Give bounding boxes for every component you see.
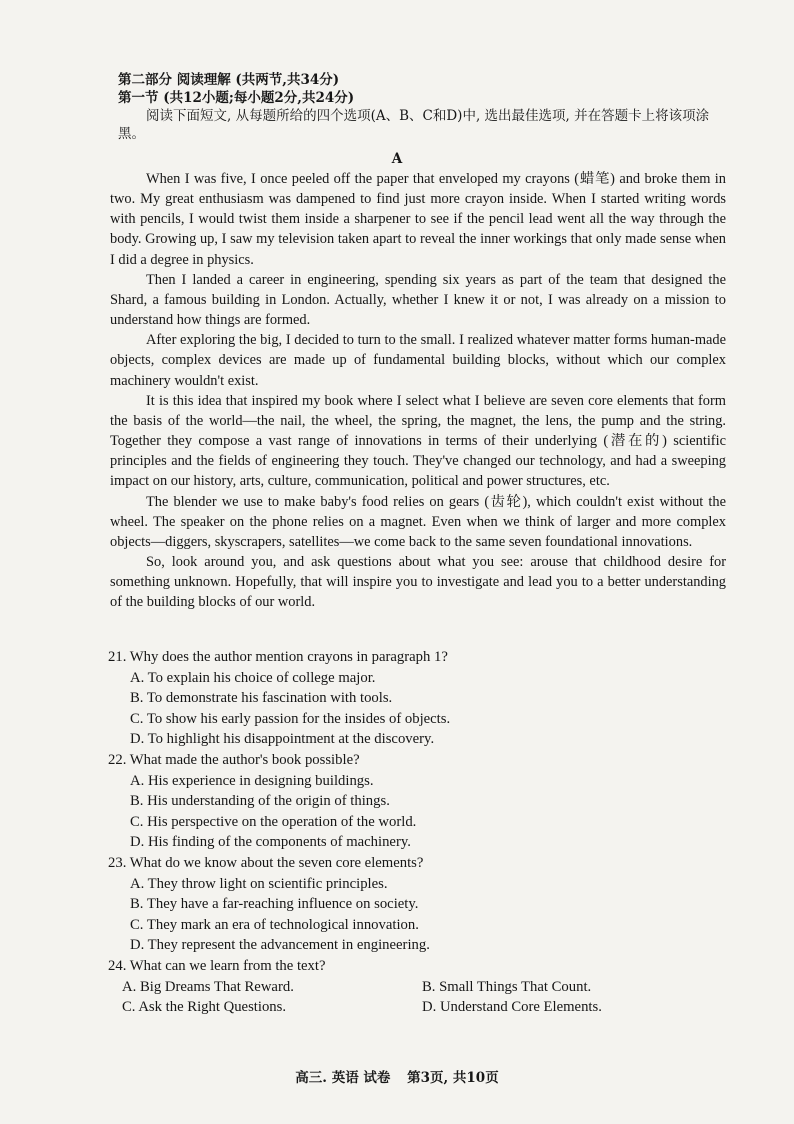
part-title: 第二部分 阅读理解 (共两节,共34分) bbox=[118, 72, 340, 88]
option-row bbox=[122, 997, 728, 1018]
page-footer bbox=[0, 1066, 794, 1086]
option-c: C. To show his early passion for the insides of objects. bbox=[130, 710, 451, 727]
question-list bbox=[108, 647, 728, 1018]
question-stem: 22. What made the author's book possible? bbox=[108, 751, 360, 768]
option-a: A. They throw light on scientific principles. bbox=[130, 875, 388, 892]
question-stem: 21. Why does the author mention crayons in paragraph 1? bbox=[108, 649, 448, 665]
question-24 bbox=[108, 956, 728, 1018]
option-row bbox=[122, 977, 728, 998]
option-c: C. Ask the Right Questions. bbox=[122, 999, 287, 1016]
option-c: C. They mark an era of technological innovation. bbox=[130, 916, 419, 933]
option-d: D. To highlight his disappointment at the discovery. bbox=[130, 731, 435, 748]
paragraph: When I was five, I once peeled off the paper that enveloped my crayons (蜡笔) and broke them in two. My great enthusiasm was dampened to find just more crayon inside. When I started writing words with pencils, I would twist them inside a sharpener to see if the pencil lead went all the way through the body. Growing up, I saw my television taken apart to reveal the inner workings that only made sense when I did a degree in physics. bbox=[110, 171, 726, 268]
paragraph: So, look around you, and ask questions about what you see: arouse that childhood desire for something unknown. Hopefully, that will inspire you to investigate and lead you to a better understanding of the building blocks of our world. bbox=[110, 553, 726, 611]
question-22 bbox=[108, 750, 728, 853]
option-a: A. His experience in designing buildings. bbox=[130, 772, 374, 789]
instruction-text: 阅读下面短文, 从每题所给的四个选项(A、B、C和D)中, 选出最佳选项, 并在答题卡上将该项涂黑。 bbox=[118, 108, 710, 142]
exam-name: 高三. 英语 试卷 bbox=[295, 1070, 391, 1086]
paragraph: The blender we use to make baby's food relies on gears (齿轮), which couldn't exist without the wheel. The speaker on the phone relies on a magnet. Even when we think of larger and more complex objects—diggers, skyscrapers, satellites—we come back to the same seven foundational innovations. bbox=[110, 493, 726, 550]
option-b: B. His understanding of the origin of things. bbox=[130, 793, 390, 810]
question-stem: 24. What can we learn from the text? bbox=[108, 957, 326, 974]
option-b: B. They have a far-reaching influence on society. bbox=[130, 896, 419, 913]
reading-passage bbox=[110, 169, 726, 612]
section-title: 第一节 (共12小题;每小题2分,共24分) bbox=[118, 90, 355, 106]
option-d: D. They represent the advancement in engineering. bbox=[130, 937, 430, 954]
option-a: A. Big Dreams That Reward. bbox=[122, 978, 294, 995]
paragraph: It is this idea that inspired my book where I select what I believe are seven core elements that form the basis of the world—the nail, the wheel, the spring, the magnet, the lens, the pump and the string. Together they compose a vast range of innovations in terms of their underlying (潜在的) scientific principles and the fields of engineering they touch. They've changed our technology, and had a sweeping impact on our history, arts, culture, communication, political and power structures, etc. bbox=[110, 392, 726, 490]
paragraph: Then I landed a career in engineering, spending six years as part of the team that designed the Shard, a famous building in London. Actually, whether I knew it or not, I was already on a mission to understand how things are formed. bbox=[110, 271, 726, 329]
page-number: 第3页, 共10页 bbox=[407, 1070, 499, 1086]
question-23 bbox=[108, 853, 728, 956]
option-d: D. Understand Core Elements. bbox=[422, 999, 602, 1016]
option-a: A. To explain his choice of college major. bbox=[130, 669, 376, 686]
option-b: B. Small Things That Count. bbox=[422, 978, 592, 995]
option-d: D. His finding of the components of machinery. bbox=[130, 834, 411, 851]
option-c: C. His perspective on the operation of the world. bbox=[130, 813, 417, 830]
passage-label: A bbox=[391, 151, 403, 167]
question-21 bbox=[108, 647, 728, 750]
option-b: B. To demonstrate his fascination with tools. bbox=[130, 690, 393, 707]
paragraph: After exploring the big, I decided to turn to the small. I realized whatever matter forms human-made objects, complex devices are made up of fundamental building blocks, without which our complex machinery wouldn't exist. bbox=[110, 332, 726, 389]
question-stem: 23. What do we know about the seven core elements? bbox=[108, 854, 424, 871]
section-header bbox=[118, 71, 728, 143]
